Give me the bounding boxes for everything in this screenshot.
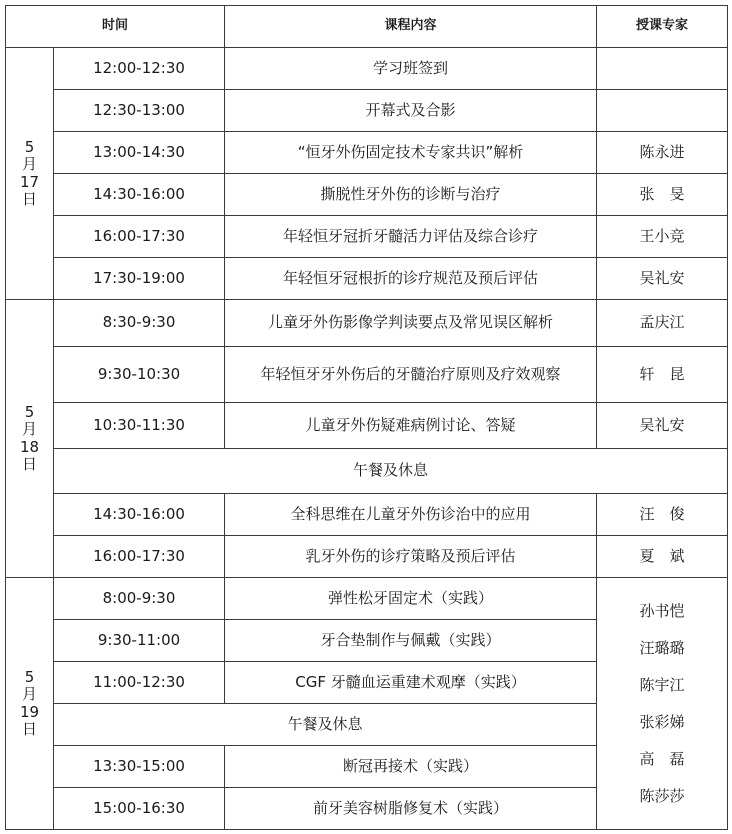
table-row [6, 578, 728, 620]
expert-cell: 汪 俊 [597, 494, 728, 536]
time-cell: 14:30-16:00 [54, 174, 225, 216]
expert-group-cell [597, 578, 728, 830]
time-cell: 14:30-16:00 [54, 494, 225, 536]
course-cell: 儿童牙外伤影像学判读要点及常见误区解析 [225, 300, 597, 347]
course-cell: “恒牙外伤固定技术专家共识”解析 [225, 132, 597, 174]
time-cell: 13:30-15:00 [54, 746, 225, 788]
expert-name: 孙书恺 [639, 601, 685, 620]
time-cell: 12:30-13:00 [54, 90, 225, 132]
lunch-break-cell: 午餐及休息 [54, 449, 728, 494]
course-cell: 撕脱性牙外伤的诊断与治疗 [225, 174, 597, 216]
day-label-may-19: 5 月 19 日 [6, 578, 54, 830]
table-row [6, 449, 728, 494]
day-label-may-17: 5 月 17 日 [6, 48, 54, 300]
course-cell: 乳牙外伤的诊疗策略及预后评估 [225, 536, 597, 578]
course-cell: CGF 牙髓血运重建术观摩（实践） [225, 662, 597, 704]
expert-cell: 吴礼安 [597, 258, 728, 300]
expert-cell: 孟庆江 [597, 300, 728, 347]
day-label-may-18: 5 月 18 日 [6, 300, 54, 578]
expert-cell [597, 48, 728, 90]
time-cell: 11:00-12:30 [54, 662, 225, 704]
table-row [6, 216, 728, 258]
course-cell: 开幕式及合影 [225, 90, 597, 132]
table-row [6, 494, 728, 536]
expert-cell: 张 旻 [597, 174, 728, 216]
time-cell: 15:00-16:30 [54, 788, 225, 830]
expert-cell: 轩 昆 [597, 347, 728, 403]
expert-name: 汪璐璐 [639, 638, 685, 657]
table-row [6, 403, 728, 449]
expert-name: 陈宇江 [639, 675, 685, 694]
time-cell: 9:30-11:00 [54, 620, 225, 662]
time-cell: 8:00-9:30 [54, 578, 225, 620]
time-cell: 9:30-10:30 [54, 347, 225, 403]
time-cell: 16:00-17:30 [54, 216, 225, 258]
course-cell: 断冠再接术（实践） [225, 746, 597, 788]
table-row [6, 132, 728, 174]
time-cell: 12:00-12:30 [54, 48, 225, 90]
course-schedule-table [5, 5, 728, 830]
course-cell: 前牙美容树脂修复术（实践） [225, 788, 597, 830]
table-row [6, 300, 728, 347]
header-expert: 授课专家 [597, 6, 728, 48]
course-cell: 学习班签到 [225, 48, 597, 90]
expert-cell: 王小竞 [597, 216, 728, 258]
table-row [6, 90, 728, 132]
expert-name: 高 磊 [639, 749, 685, 768]
table-row [6, 258, 728, 300]
expert-name: 陈莎莎 [639, 786, 685, 805]
course-cell: 弹性松牙固定术（实践） [225, 578, 597, 620]
time-cell: 10:30-11:30 [54, 403, 225, 449]
course-cell: 年轻恒牙冠折牙髓活力评估及综合诊疗 [225, 216, 597, 258]
table-row [6, 174, 728, 216]
expert-cell: 夏 斌 [597, 536, 728, 578]
time-cell: 17:30-19:00 [54, 258, 225, 300]
course-cell: 年轻恒牙牙外伤后的牙髓治疗原则及疗效观察 [225, 347, 597, 403]
table-row [6, 48, 728, 90]
expert-name: 张彩娣 [639, 712, 685, 731]
expert-cell [597, 90, 728, 132]
course-cell: 全科思维在儿童牙外伤诊治中的应用 [225, 494, 597, 536]
lunch-break-cell: 午餐及休息 [54, 704, 597, 746]
header-time: 时间 [6, 6, 225, 48]
time-cell: 8:30-9:30 [54, 300, 225, 347]
header-course: 课程内容 [225, 6, 597, 48]
table-row [6, 536, 728, 578]
header-row [6, 6, 728, 48]
expert-cell: 吴礼安 [597, 403, 728, 449]
expert-cell: 陈永进 [597, 132, 728, 174]
course-cell: 年轻恒牙冠根折的诊疗规范及预后评估 [225, 258, 597, 300]
table-row [6, 347, 728, 403]
time-cell: 13:00-14:30 [54, 132, 225, 174]
course-cell: 牙合垫制作与佩戴（实践） [225, 620, 597, 662]
time-cell: 16:00-17:30 [54, 536, 225, 578]
course-cell: 儿童牙外伤疑难病例讨论、答疑 [225, 403, 597, 449]
